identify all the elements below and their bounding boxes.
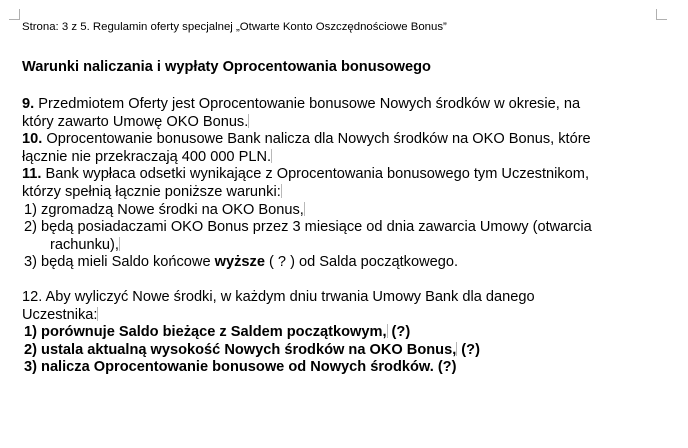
step-1-question: (?) xyxy=(387,324,411,341)
paragraph-11-line1: Bank wypłaca odsetki wynikające z Oprocentowania bonusowego tym Uczestnikom, xyxy=(41,166,590,183)
paragraph-9-number: 9. xyxy=(22,96,35,112)
paragraph-12-line1: 12. Aby wyliczyć Nowe środki, w każdym dniu trwania Umowy Bank dla danego xyxy=(22,288,535,305)
paragraph-9-line1: Przedmiotem Oferty jest Oprocentowanie bonusowe Nowych środków w okresie, na xyxy=(34,96,581,112)
paragraph-mark xyxy=(271,149,272,163)
document-body xyxy=(22,96,662,377)
paragraph-10-line1: Oprocentowanie bonusowe Bank nalicza dla Nowych środków na OKO Bonus, które xyxy=(42,131,591,148)
condition-3-bold: wyższe xyxy=(214,254,265,271)
paragraph-9-line2: który zawarto Umowę OKO Bonus. xyxy=(22,113,249,130)
condition-2-continuation xyxy=(50,237,662,255)
paragraph-12-line2: Uczestnika: xyxy=(22,306,98,323)
paragraph-mark xyxy=(281,184,282,198)
condition-1-text: 1) zgromadzą Nowe środki na OKO Bonus, xyxy=(24,201,304,218)
page-header: Strona: 3 z 5. Regulamin oferty specjalnej „Otwarte Konto Oszczędnościowe Bonus” xyxy=(22,21,447,33)
condition-2 xyxy=(24,219,662,237)
paragraph-11-line2: którzy spełnią łącznie poniższe warunki: xyxy=(22,183,281,200)
step-2 xyxy=(24,342,662,360)
paragraph-12 xyxy=(22,289,662,324)
condition-2-line1: 2) będą posiadaczami OKO Bonus przez 3 miesiące od dnia zawarcia Umowy (otwarcia xyxy=(24,219,592,236)
step-3-text: 3) nalicza Oprocentowanie bonusowe od Nowych środków. (?) xyxy=(24,359,457,376)
paragraph-10-number: 10. xyxy=(22,131,43,148)
condition-3 xyxy=(24,254,662,272)
paragraph-mark xyxy=(304,202,305,216)
condition-3-after: ( ? ) od Salda początkowego. xyxy=(264,254,459,271)
condition-1 xyxy=(24,202,662,220)
step-2-text: 2) ustala aktualną wysokość Nowych środków na OKO Bonus, xyxy=(24,341,457,358)
step-3 xyxy=(24,359,662,377)
paragraph-9 xyxy=(22,96,662,131)
paragraph-11 xyxy=(22,166,662,201)
document-content[interactable] xyxy=(22,20,662,377)
page-corner-marker-top-right xyxy=(656,9,667,20)
step-1-text: 1) porównuje Saldo bieżące z Saldem początkowym, xyxy=(24,324,387,341)
paragraph-11-number: 11. xyxy=(22,166,42,183)
section-title: Warunki naliczania i wypłaty Oprocentowania bonusowego xyxy=(22,59,431,75)
condition-2-line2: rachunku), xyxy=(50,236,119,253)
page-corner-marker-top-left xyxy=(9,9,20,20)
step-2-question: (?) xyxy=(457,341,480,358)
condition-3-before: 3) będą mieli Saldo końcowe xyxy=(24,254,215,271)
paragraph-10-line2: łącznie nie przekraczają 400 000 PLN. xyxy=(22,148,272,165)
step-1 xyxy=(24,324,662,342)
paragraph-mark xyxy=(119,237,120,251)
paragraph-10 xyxy=(22,131,662,166)
paragraph-mark xyxy=(248,114,249,128)
paragraph-mark xyxy=(97,307,98,321)
